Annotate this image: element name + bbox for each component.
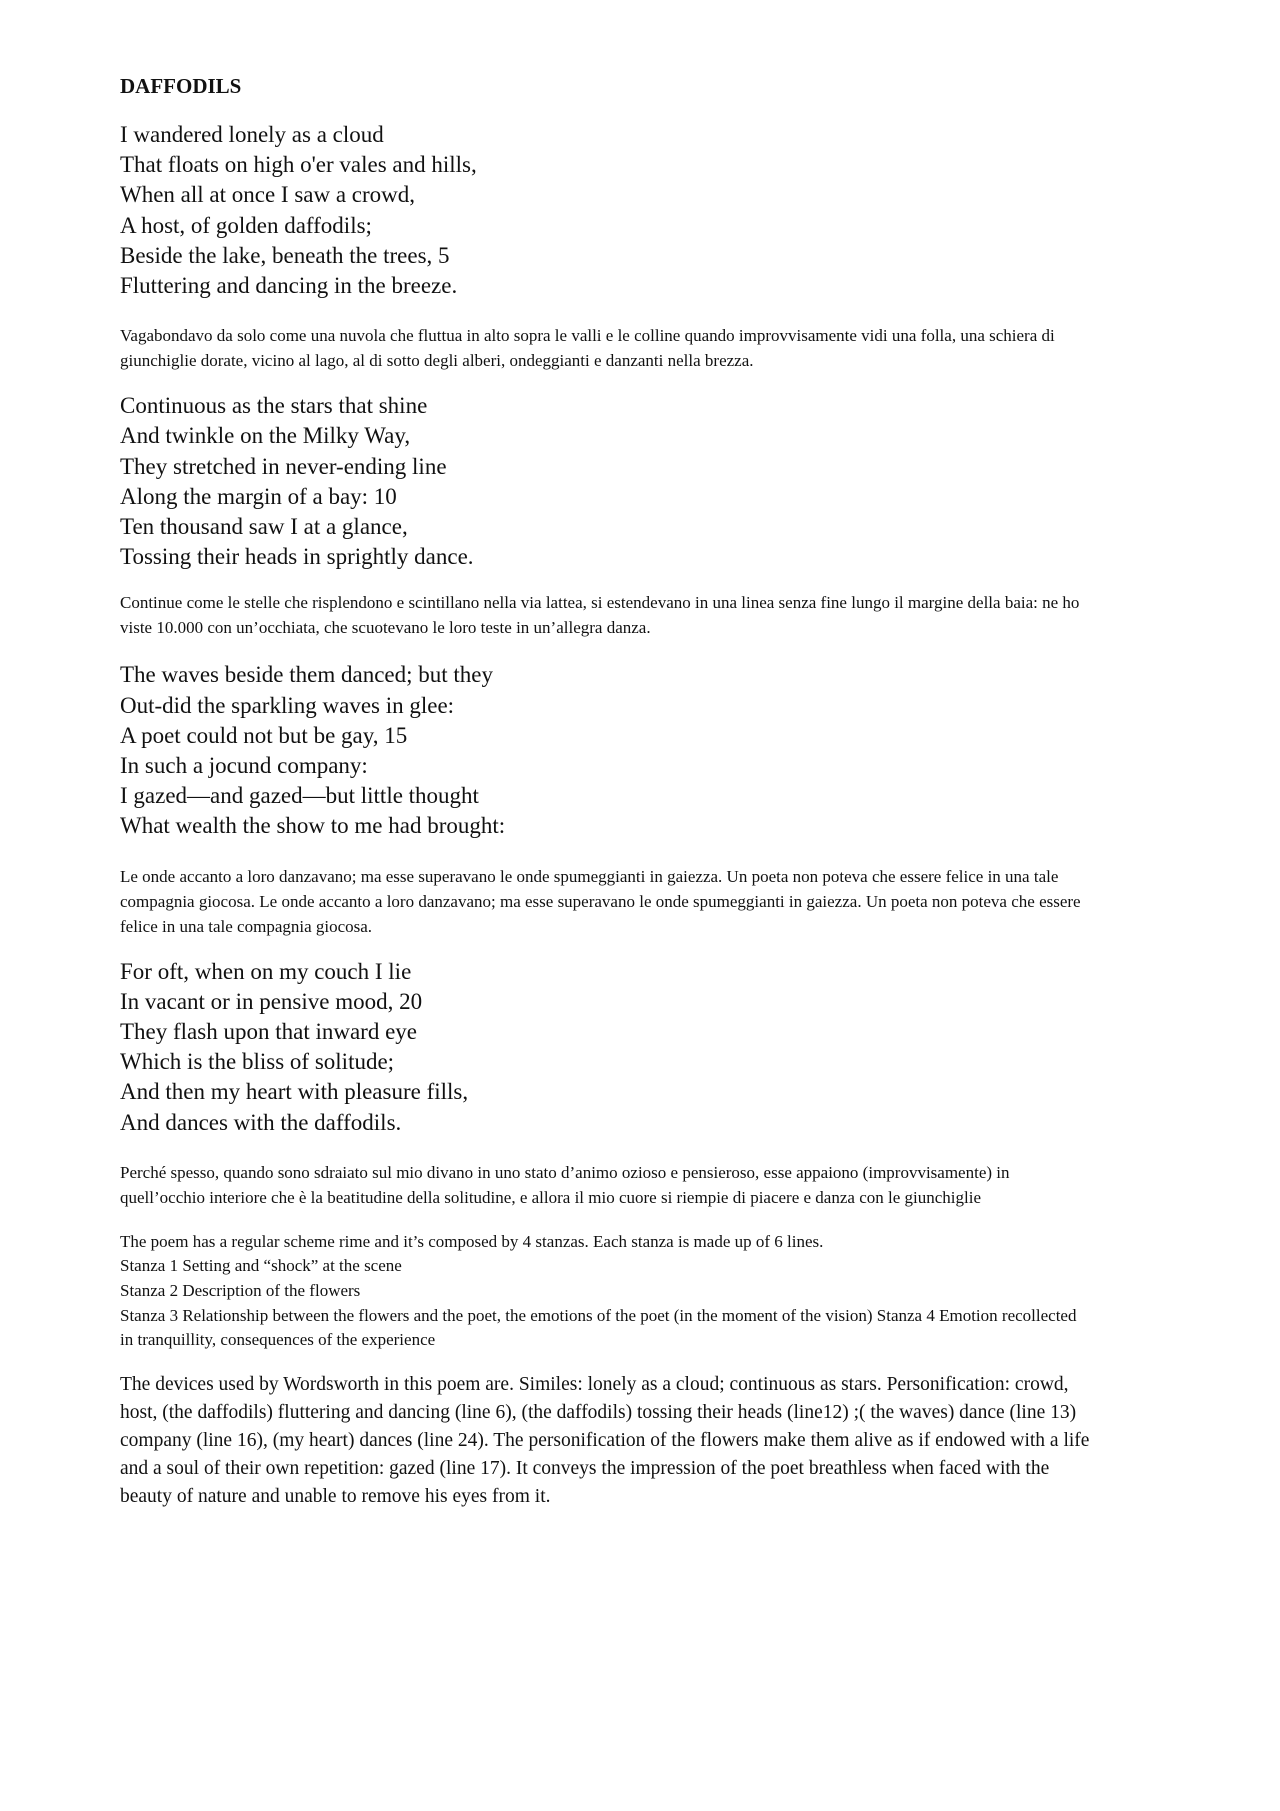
- stanza-line: When all at once I saw a crowd,: [120, 182, 416, 208]
- stanza-2: [120, 391, 1090, 572]
- translation-4: Perché spesso, quando sono sdraiato sul mio divano in uno stato d’animo ozioso e pensieroso, esse appaiono (improvvisamente) in quell’occhio interiore che è la beatitudine della solitudine, e allora il mio cuore si riempie di piacere e danza con le giunchiglie: [120, 1162, 1010, 1207]
- stanza-line: And then my heart with pleasure fills,: [120, 1079, 469, 1105]
- stanza-line: I wandered lonely as a cloud: [120, 122, 384, 147]
- document-page: [120, 72, 1090, 1511]
- stanza-line: A poet could not but be gay, 15: [120, 722, 408, 748]
- stanza-line: The waves beside them danced; but they: [120, 662, 493, 688]
- stanza-line: I gazed—and gazed—but little thought: [120, 783, 479, 809]
- stanza-line: Tossing their heads in sprightly dance.: [120, 544, 474, 570]
- stanza-line: In vacant or in pensive mood, 20: [120, 988, 423, 1014]
- note-line: Stanza 2 Description of the flowers: [120, 1281, 361, 1301]
- stanza-3: [120, 660, 1090, 841]
- note-line: Stanza 3 Relationship between the flowers and the poet, the emotions of the poet (in the moment of the vision) Stanza 4 Emotion recollected in tranquillity, consequences of the experience: [120, 1305, 1077, 1350]
- analysis-notes: [120, 1230, 1090, 1353]
- stanza-line: That floats on high o'er vales and hills,: [120, 152, 477, 178]
- stanza-4: [120, 957, 1090, 1138]
- translation-3: Le onde accanto a loro danzavano; ma esse superavano le onde spumeggianti in gaiezza. Un poeta non poteva che essere felice in una tale compagnia giocosa. Le onde accanto a loro danzavano; ma esse superavano le onde spumeggianti in gaiezza. Un poeta non poteva che essere felice in una tale compagnia giocosa.: [120, 866, 1081, 936]
- stanza-line: And dances with the daffodils.: [120, 1109, 402, 1135]
- stanza-line: In such a jocund company:: [120, 753, 368, 779]
- stanza-line: For oft, when on my couch I lie: [120, 958, 412, 984]
- stanza-line: Beside the lake, beneath the trees, 5: [120, 242, 450, 268]
- stanza-line: Fluttering and dancing in the breeze.: [120, 273, 458, 299]
- stanza-line: What wealth the show to me had brought:: [120, 813, 506, 839]
- note-line: The poem has a regular scheme rime and it’s composed by 4 stanzas. Each stanza is made up of 6 lines.: [120, 1231, 824, 1251]
- stanza-line: And twinkle on the Milky Way,: [120, 423, 411, 449]
- stanza-1: [120, 120, 1090, 301]
- stanza-line: Out-did the sparkling waves in glee:: [120, 692, 455, 718]
- devices-paragraph: The devices used by Wordsworth in this poem are. Similes: lonely as a cloud; continuous as stars. Personification: crowd, host, (the daffodils) fluttering and dancing (line 6), (the daffodils) tossing their heads (line12) ;( the waves) dance (line 13) company (line 16), (my heart) dances (line 24). The personification of the flowers make them alive as if endowed with a life and a soul of their own repetition: gazed (line 17). It conveys the impression of the poet breathless when faced with the beauty of nature and unable to remove his eyes from it.: [120, 1373, 1090, 1507]
- stanza-line: Ten thousand saw I at a glance,: [120, 514, 408, 540]
- stanza-line: A host, of golden daffodils;: [120, 212, 372, 238]
- stanza-line: Which is the bliss of solitude;: [120, 1049, 395, 1075]
- stanza-line: They stretched in never-ending line: [120, 453, 447, 479]
- translation-1: Vagabondavo da solo come una nuvola che fluttua in alto sopra le valli e le colline quando improvvisamente vidi una folla, una schiera di giunchiglie dorate, vicino al lago, al di sotto degli alberi, ondeggianti e danzanti nella brezza.: [120, 326, 1055, 371]
- translation-2: Continue come le stelle che risplendono e scintillano nella via lattea, si estendevano in una linea senza fine lungo il margine della baia: ne ho viste 10.000 con un’occhiata, che scuotevano le loro teste in un’allegra danza.: [120, 593, 1080, 638]
- stanza-line: They flash upon that inward eye: [120, 1019, 417, 1045]
- stanza-line: Continuous as the stars that shine: [120, 393, 428, 419]
- poem-title: DAFFODILS: [120, 74, 242, 98]
- stanza-line: Along the margin of a bay: 10: [120, 483, 397, 509]
- note-line: Stanza 1 Setting and “shock” at the scene: [120, 1256, 402, 1276]
